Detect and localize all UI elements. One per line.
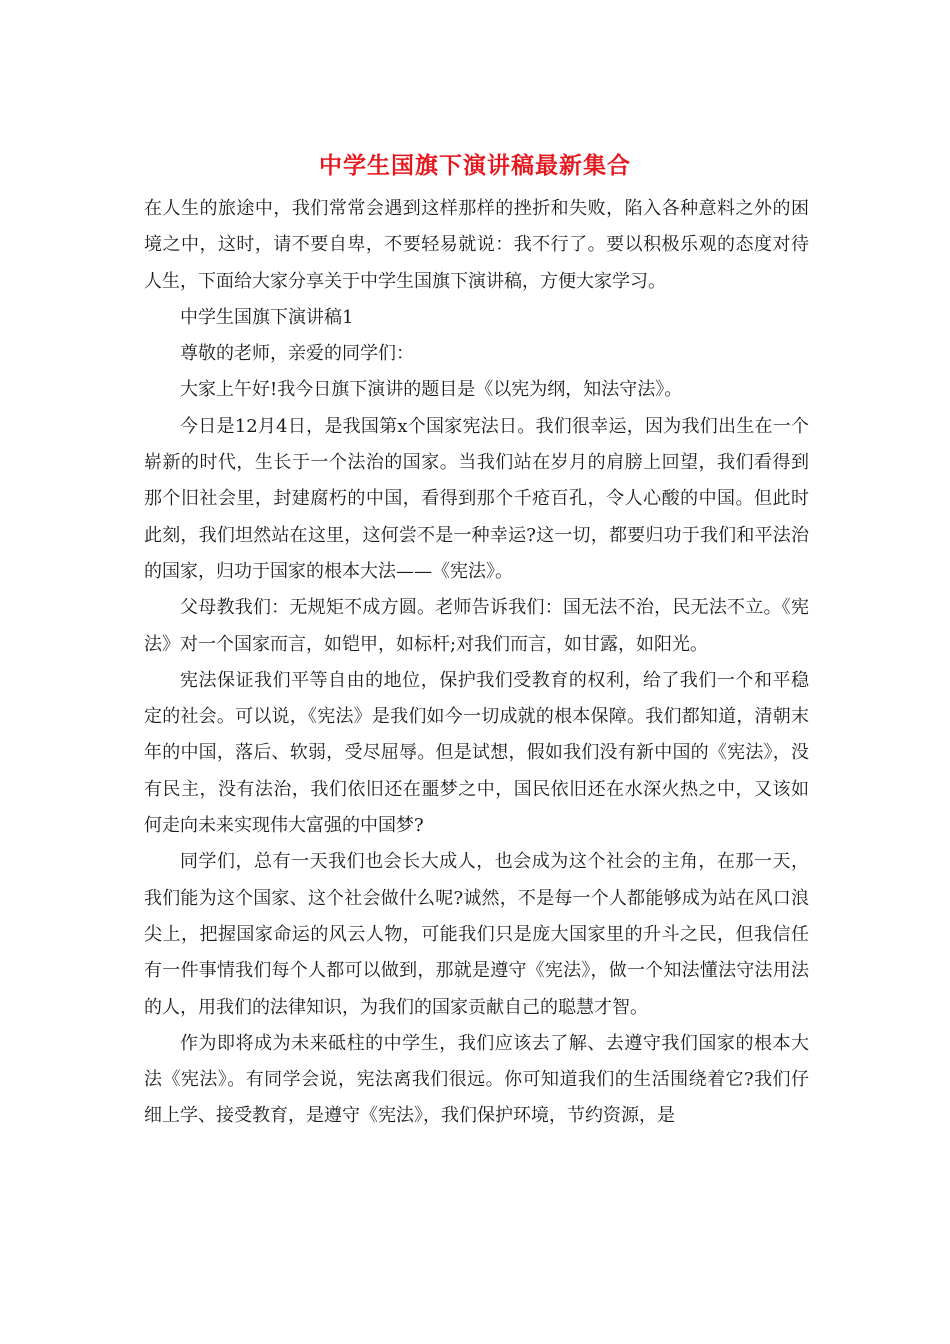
paragraph: 作为即将成为未来砥柱的中学生，我们应该去了解、去遵守我们国家的根本大法《宪法》。有同学会说，宪法离我们很远。你可知道我们的生活围绕着它?我们仔细上学、接受教育，是遵守《宪法》，我们保护环境，节约资源，是 [144, 1032, 809, 1127]
paragraph: 尊敬的老师，亲爱的同学们： [180, 343, 414, 365]
document-body [144, 191, 809, 1135]
document-title: 中学生国旗下演讲稿最新集合 [319, 153, 631, 179]
paragraph: 大家上午好!我今日旗下演讲的题目是《以宪为纲，知法守法》。 [180, 379, 683, 401]
paragraph: 父母教我们：无规矩不成方圆。老师告诉我们：国无法不治，民无法不立。《宪法》对一个国家而言，如铠甲，如标杆;对我们而言，如甘露，如阳光。 [144, 597, 809, 655]
paragraph: 同学们，总有一天我们也会长大成人，也会成为这个社会的主角，在那一天，我们能为这个国家、这个社会做什么呢?诚然，不是每一个人都能够成为站在风口浪尖上，把握国家命运的风云人物，可能我们只是庞大国家里的升斗之民，但我信任有一件事情我们每个人都可以做到，那就是遵守《宪法》，做一个知法懂法守法用法的人，用我们的法律知识，为我们的国家贡献自己的聪慧才智。 [144, 851, 809, 1018]
paragraph: 中学生国旗下演讲稿1 [180, 306, 354, 328]
paragraph: 宪法保证我们平等自由的地位，保护我们受教育的权利，给了我们一个和平稳定的社会。可以说，《宪法》是我们如今一切成就的根本保障。我们都知道，清朝末年的中国，落后、软弱，受尽屈辱。但是试想，假如我们没有新中国的《宪法》，没有民主，没有法治，我们依旧还在噩梦之中，国民依旧还在水深火热之中，又该如何走向未来实现伟大富强的中国梦? [144, 669, 809, 837]
paragraph: 今日是12月4日，是我国第x个国家宪法日。我们很幸运，因为我们出生在一个崭新的时代，生长于一个法治的国家。当我们站在岁月的肩膀上回望，我们看得到那个旧社会里，封建腐朽的中国，看得到那个千疮百孔，令人心酸的中国。但此时此刻，我们坦然站在这里，这何尝不是一种幸运?这一切，都要归功于我们和平法治的国家，归功于国家的根本大法——《宪法》。 [144, 415, 809, 582]
paragraph: 在人生的旅途中，我们常常会遇到这样那样的挫折和失败，陷入各种意料之外的困境之中，这时，请不要自卑，不要轻易就说：我不行了。要以积极乐观的态度对待人生，下面给大家分享关于中学生国旗下演讲稿，方便大家学习。 [144, 198, 809, 292]
